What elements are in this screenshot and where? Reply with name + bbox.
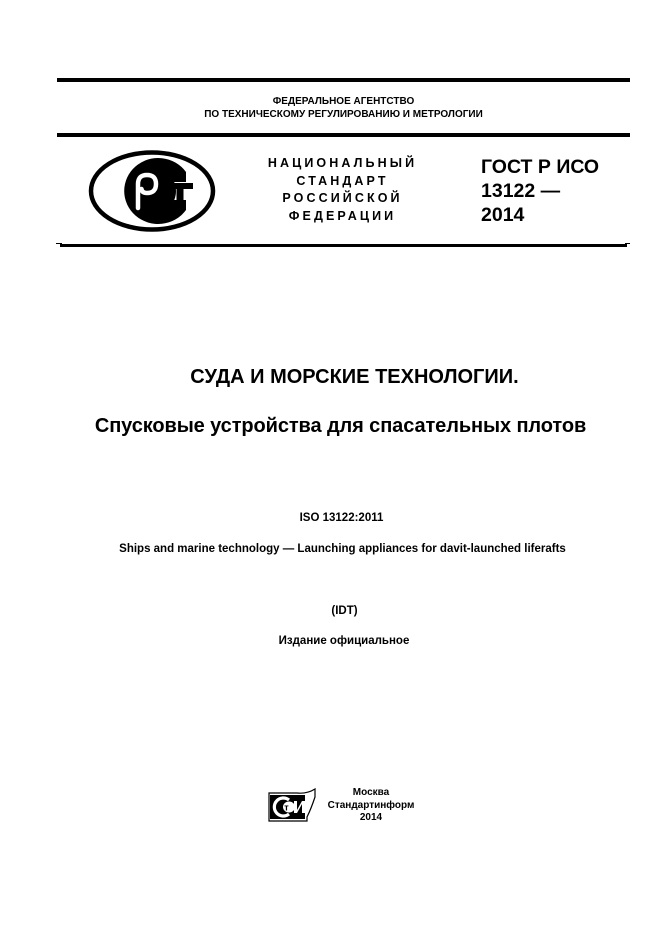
equivalence-marker: (IDT) [331,605,358,617]
agency-line-1: ФЕДЕРАЛЬНОЕ АГЕНТСТВО [272,96,415,107]
header-bottom-rule [60,244,627,247]
rst-gost-mark-icon [88,150,216,232]
publisher-info [318,787,424,825]
edition-label: Издание официальное [278,635,410,647]
iso-reference: ISO 13122:2011 [299,512,384,524]
publisher-name: Стандартинформ [327,799,415,811]
svg-text:т: т [284,802,289,813]
national-standard-line-2: СТАНДАРТ [296,173,389,188]
iso-title: Ships and marine technology — Launching appliances for davit-launched liferafts [119,543,566,555]
header-bottom-rule-tick-right [625,243,630,244]
national-standard-line-1: НАЦИОНАЛЬНЫЙ [267,156,418,170]
designation-line-1: ГОСТ Р ИСО [481,156,600,178]
agency-header [57,95,630,121]
agency-line-2: ПО ТЕХНИЧЕСКОМУ РЕГУЛИРОВАНИЮ И МЕТРОЛОГИИ [204,109,483,120]
agency-bottom-rule [57,133,630,137]
designation-line-3: 2014 [481,204,525,226]
header-bottom-rule-tick-left [56,243,62,244]
publisher-year: 2014 [359,812,383,823]
standard-designation [481,155,599,227]
national-standard-line-3: РОССИЙСКОЙ [282,191,403,206]
designation-line-2: 13122 — [481,180,561,202]
national-standard-line-4: ФЕДЕРАЦИИ [288,209,397,224]
top-rule [57,78,630,82]
document-subtitle: Спусковые устройства для спасательных плотов [94,415,587,437]
national-standard-label [250,155,435,226]
document-title: СУДА И МОРСКИЕ ТЕХНОЛОГИИ. [190,366,519,388]
publisher-city: Москва [352,787,390,798]
standartinform-logo-icon [267,787,319,823]
